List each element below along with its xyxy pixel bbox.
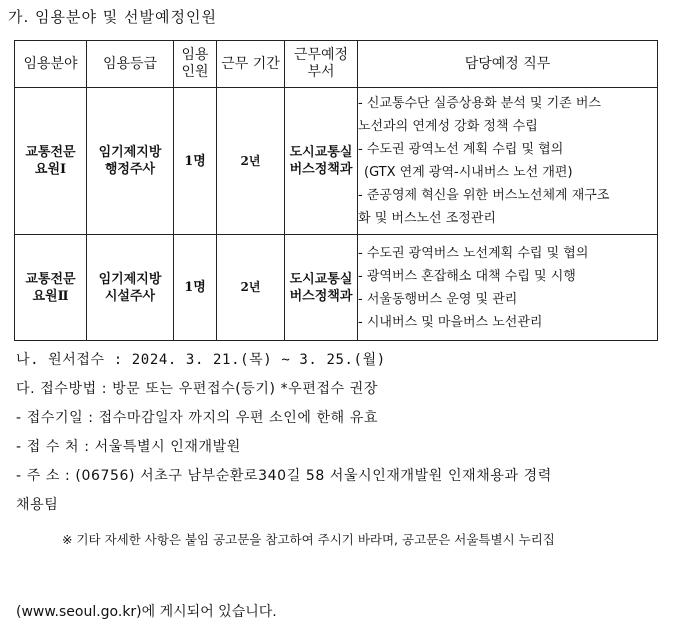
header-count bbox=[174, 41, 217, 88]
dept-line1: 도시교통실 bbox=[289, 145, 353, 160]
table-row bbox=[15, 235, 658, 341]
header-dept bbox=[285, 41, 358, 88]
section-a-title: 가. 임용분야 및 선발예정인원 bbox=[8, 8, 217, 26]
duty-item: (GTX 연계 광역-시내버스 노선 개편) bbox=[364, 165, 573, 180]
application-period: 나. 원서접수 : 2024. 3. 21.(목) ~ 3. 25.(월) bbox=[16, 352, 386, 368]
grade-line2: 행정주사 bbox=[104, 162, 156, 177]
recruitment-table bbox=[14, 40, 658, 341]
application-place: - 접 수 처 : 서울특별시 인재개발원 bbox=[16, 439, 241, 455]
header-count-line1: 임용 bbox=[181, 47, 209, 63]
duty-item: - 수도권 광역버스 노선계획 수립 및 협의 bbox=[358, 245, 589, 261]
dept-line2: 버스정책과 bbox=[289, 288, 353, 304]
field-line1: 교통전문 bbox=[25, 271, 76, 287]
duty-cell bbox=[358, 88, 658, 235]
grade-line1: 임기제지방 bbox=[98, 271, 162, 287]
duty-item: - 광역버스 혼잡해소 대책 수립 및 시행 bbox=[358, 268, 576, 284]
header-field: 임용분야 bbox=[15, 41, 87, 88]
duty-item: 노선과의 연계성 강화 정책 수립 bbox=[358, 119, 538, 134]
header-dept-line2: 부서 bbox=[307, 64, 335, 80]
application-method: 다. 접수방법 : 방문 또는 우편접수(등기) *우편접수 권장 bbox=[16, 381, 379, 397]
count-cell: 1명 bbox=[174, 88, 217, 235]
grade-cell bbox=[87, 235, 174, 341]
duty-item: - 수도권 광역노선 계획 수립 및 협의 bbox=[358, 142, 564, 157]
header-period: 근무 기간 bbox=[217, 41, 285, 88]
count-cell: 1명 bbox=[174, 235, 217, 341]
duty-cell bbox=[358, 235, 658, 341]
dept-line1: 도시교통실 bbox=[289, 271, 353, 287]
duty-item: - 시내버스 및 마을버스 노선관리 bbox=[358, 314, 543, 330]
header-grade: 임용등급 bbox=[87, 41, 174, 88]
table-row bbox=[15, 88, 658, 235]
field-line1: 교통전문 bbox=[25, 145, 76, 160]
dept-cell bbox=[285, 235, 358, 341]
period-cell: 2년 bbox=[217, 235, 285, 341]
application-deadline: - 접수기일 : 접수마감일자 까지의 우편 소인에 한해 유효 bbox=[16, 410, 379, 426]
header-duty: 담당예정 직무 bbox=[358, 41, 658, 88]
field-line2: 요원Ⅰ bbox=[34, 162, 67, 177]
website-notice: (www.seoul.go.kr)에 게시되어 있습니다. bbox=[16, 604, 277, 620]
application-address-continued: 채용팀 bbox=[16, 497, 59, 513]
period-cell: 2년 bbox=[217, 88, 285, 235]
duty-item: - 신교통수단 실증상용화 분석 및 기존 버스 bbox=[358, 96, 601, 111]
field-cell bbox=[15, 235, 87, 341]
duty-item: - 서울동행버스 운영 및 관리 bbox=[358, 291, 518, 307]
dept-line2: 버스정책과 bbox=[289, 162, 353, 177]
field-cell bbox=[15, 88, 87, 235]
application-address: - 주 소 : (06756) 서초구 남부순환로340길 58 서울시인재개발원 인재채용과 경력 bbox=[16, 468, 552, 484]
field-line2: 요원Ⅱ bbox=[32, 288, 69, 304]
table-header-row bbox=[15, 41, 658, 88]
duty-item: - 준공영제 혁신을 위한 버스노선체계 재구조 bbox=[358, 188, 610, 203]
header-count-line2: 인원 bbox=[181, 64, 209, 80]
dept-cell bbox=[285, 88, 358, 235]
grade-cell bbox=[87, 88, 174, 235]
grade-line1: 임기제지방 bbox=[98, 145, 162, 160]
duty-item: 화 및 버스노선 조정관리 bbox=[358, 211, 496, 226]
grade-line2: 시설주사 bbox=[104, 288, 156, 304]
additional-note: ※ 기타 자세한 사항은 붙임 공고문을 참고하여 주시기 바라며, 공고문은 서울특별시 누리집 bbox=[62, 532, 555, 547]
header-dept-line1: 근무예정 bbox=[293, 47, 349, 63]
